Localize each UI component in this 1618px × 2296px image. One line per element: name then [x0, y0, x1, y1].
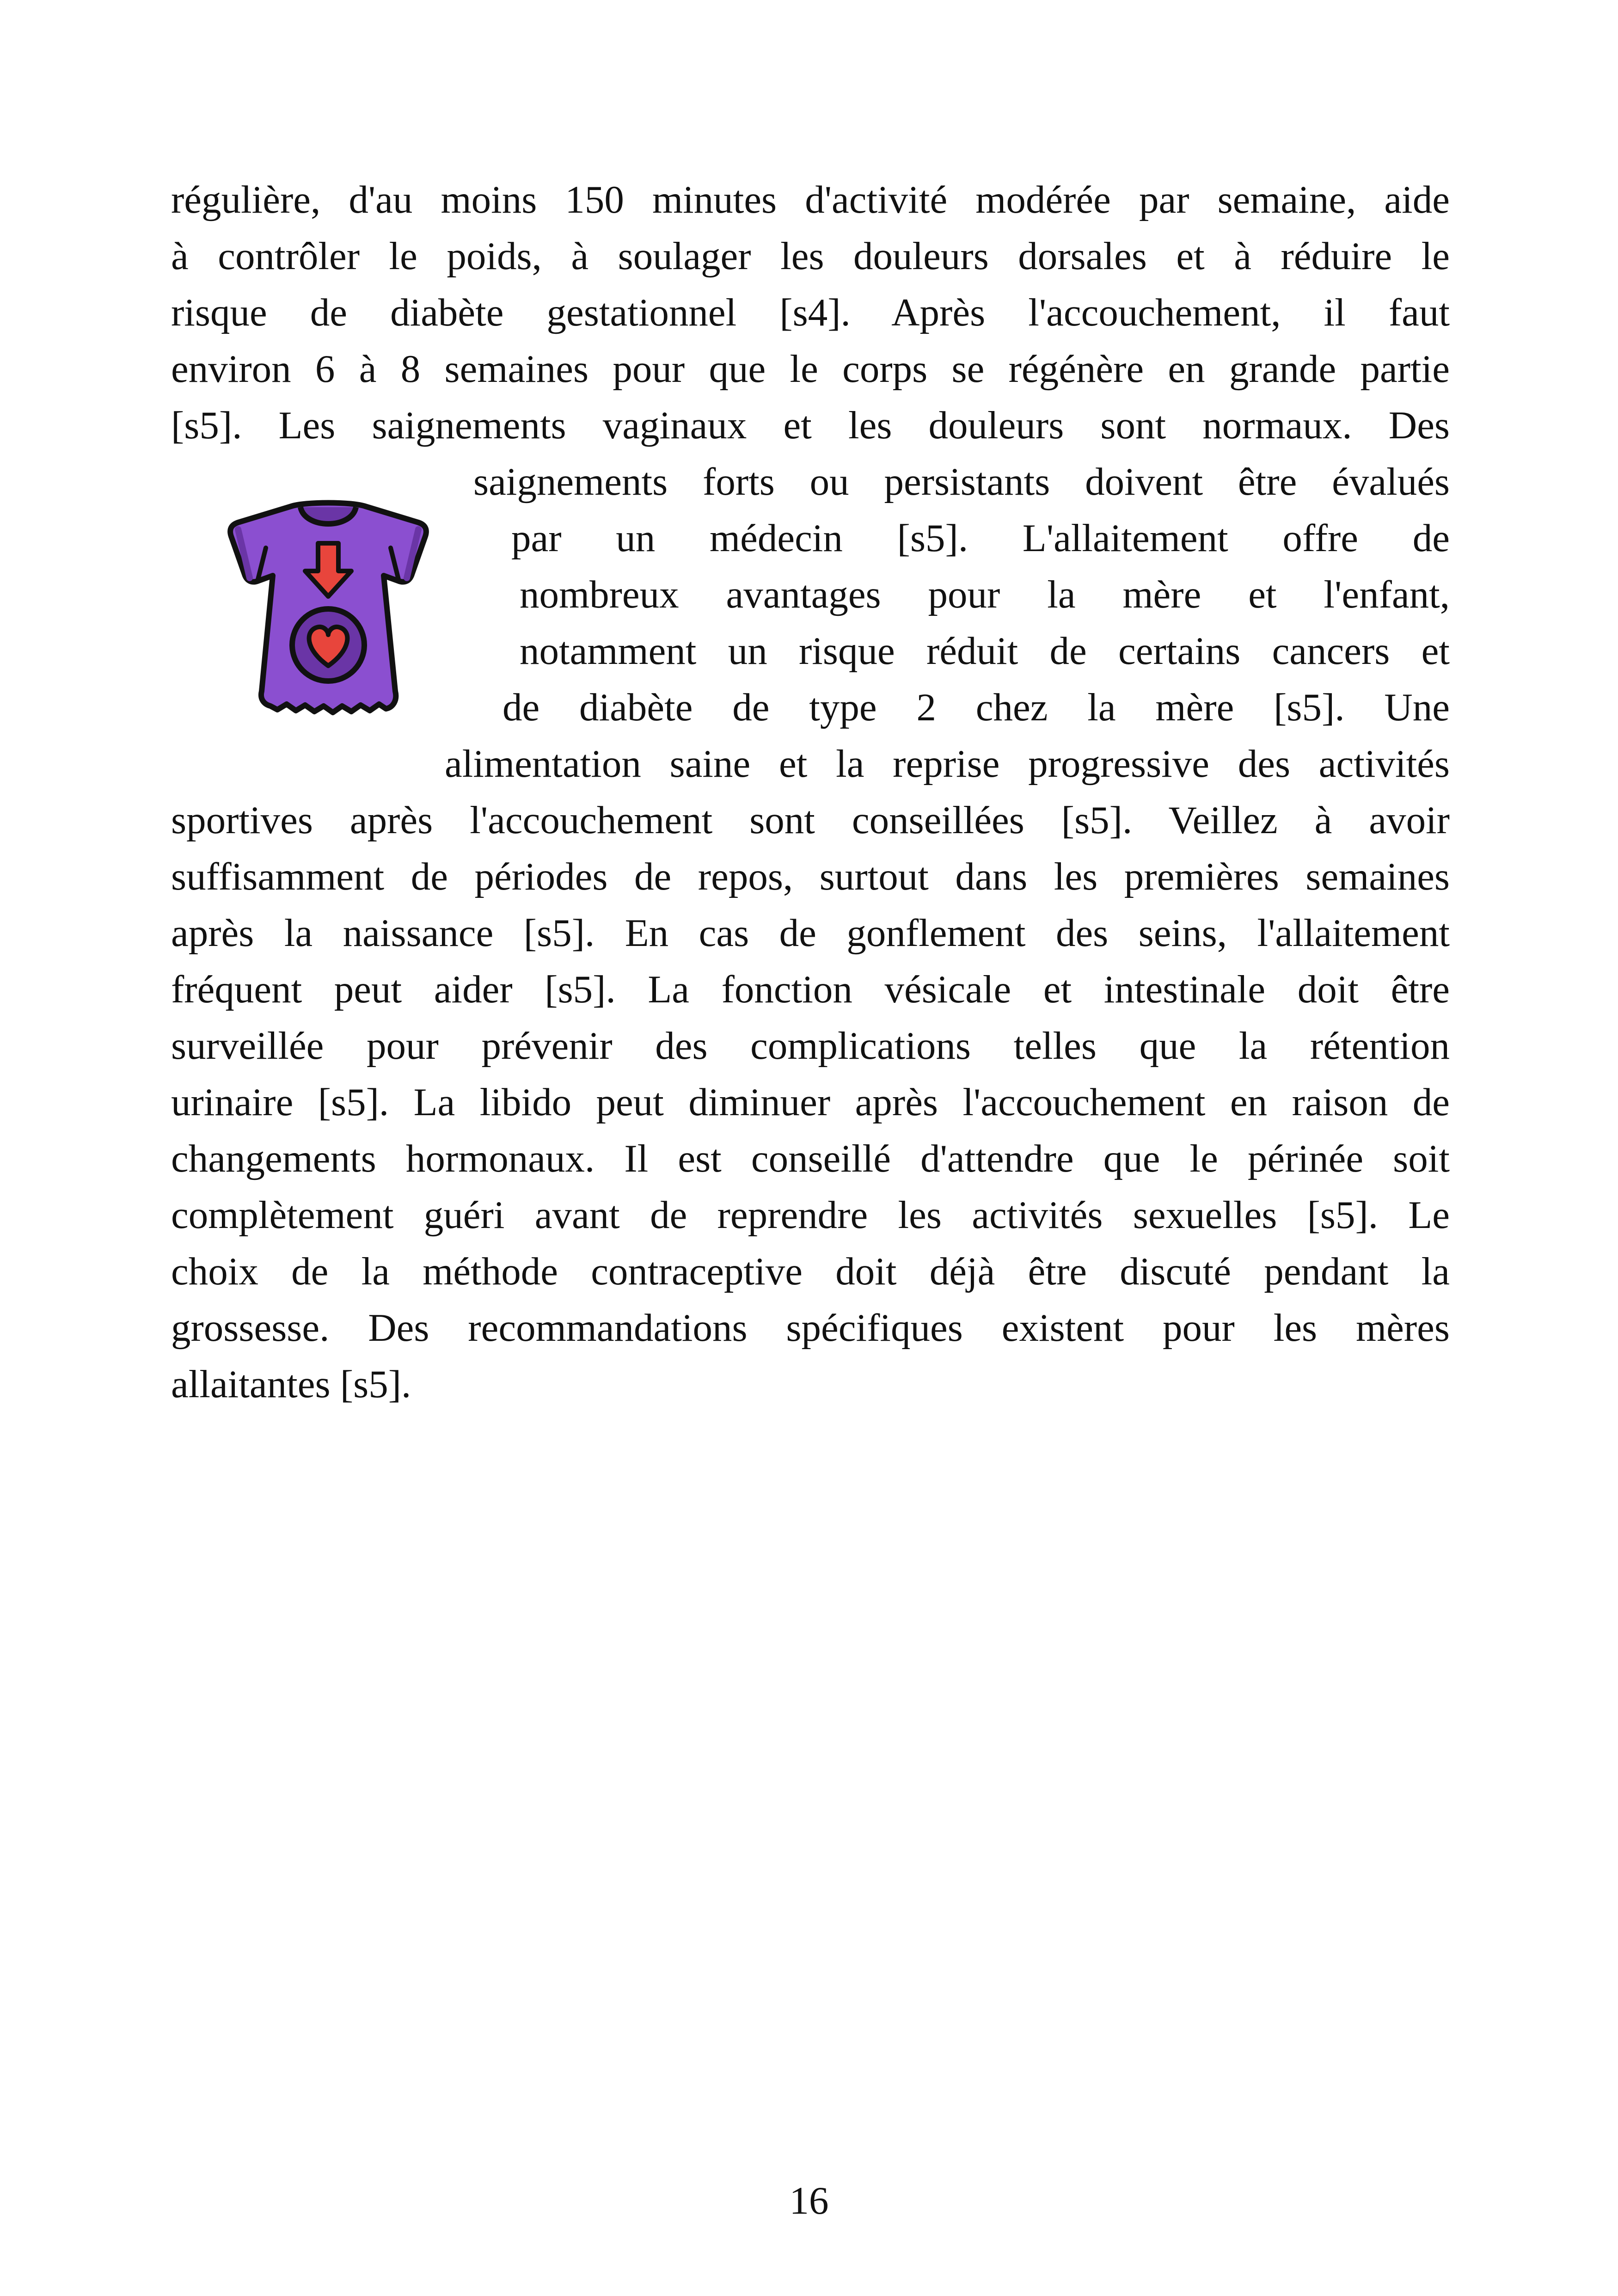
text-line: sportives après l'accouchement sont conseillées [s5]. Veillez à avoir — [171, 798, 1450, 842]
text-line: régulière, d'au moins 150 minutes d'activité modérée par semaine, aide — [171, 178, 1450, 221]
text-line: par un médecin [s5]. L'allaitement offre de — [511, 516, 1450, 560]
text-line: fréquent peut aider [s5]. La fonction vésicale et intestinale doit être — [171, 968, 1450, 1011]
text-line: changements hormonaux. Il est conseillé d'attendre que le périnée soit — [171, 1137, 1450, 1180]
text-line: notamment un risque réduit de certains cancers et — [520, 629, 1450, 673]
text-line: environ 6 à 8 semaines pour que le corps se régénère en grande partie — [171, 347, 1450, 391]
text-line: risque de diabète gestationnel [s4]. Après l'accouchement, il faut — [171, 291, 1450, 334]
text-line: à contrôler le poids, à soulager les douleurs dorsales et à réduire le — [171, 234, 1450, 278]
collar — [300, 507, 356, 524]
text-line: suffisamment de périodes de repos, surtout dans les premières semaines — [171, 855, 1450, 898]
text-line: saignements forts ou persistants doivent être évalués — [473, 460, 1450, 503]
maternity-shirt-icon — [222, 497, 435, 728]
text-line: de diabète de type 2 chez la mère [s5]. Une — [503, 686, 1450, 729]
text-line: complètement guéri avant de reprendre les activités sexuelles [s5]. Le — [171, 1193, 1450, 1237]
text-line: nombreux avantages pour la mère et l'enfant, — [520, 573, 1450, 616]
text-line: choix de la méthode contraceptive doit déjà être discuté pendant la — [171, 1250, 1450, 1293]
page-number: 16 — [789, 2179, 829, 2222]
text-line: allaitantes [s5]. — [171, 1363, 411, 1406]
text-line: grossesse. Des recommandations spécifiques existent pour les mères — [171, 1306, 1450, 1350]
text-line: après la naissance [s5]. En cas de gonflement des seins, l'allaitement — [171, 911, 1450, 955]
text-line: surveillée pour prévenir des complications telles que la rétention — [171, 1024, 1450, 1068]
text-line: alimentation saine et la reprise progressive des activités — [445, 742, 1450, 786]
text-line: [s5]. Les saignements vaginaux et les douleurs sont normaux. Des — [171, 404, 1450, 447]
text-line: urinaire [s5]. La libido peut diminuer après l'accouchement en raison de — [171, 1080, 1450, 1124]
